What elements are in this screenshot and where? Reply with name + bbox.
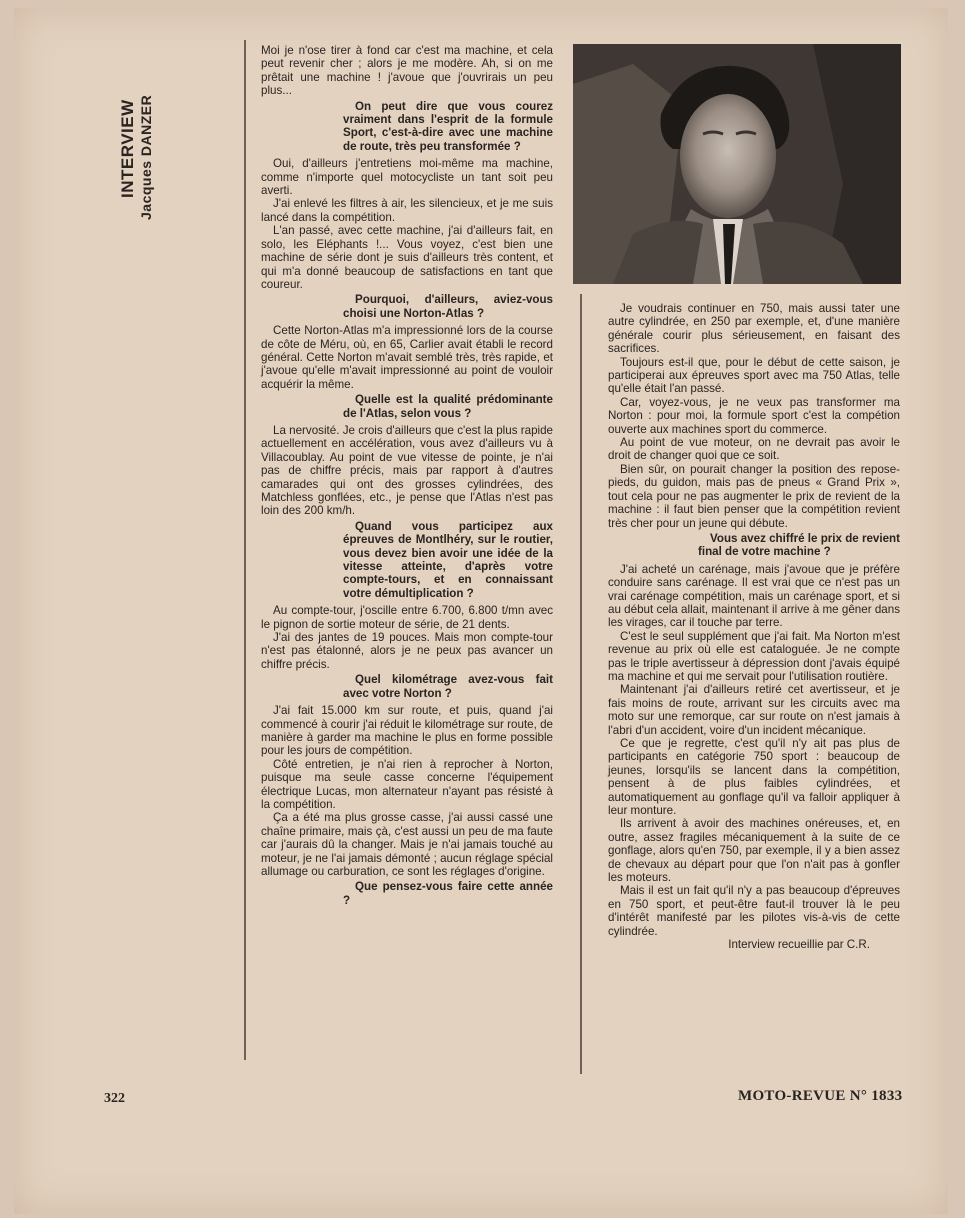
answer-paragraph: Bien sûr, on pourait changer la position des repose-pieds, du guidon, mais pas de pneus « Grand Prix », tout cela pour ne pas augmenter le prix de revient de la machine : il faut bien penser que la compétition revient très cher pour un jeune qui débute. bbox=[608, 462, 900, 530]
interviewee-photo bbox=[573, 44, 901, 284]
interview-question: Pourquoi, d'ailleurs, aviez-vous choisi une Norton-Atlas ? bbox=[343, 293, 553, 320]
interview-question: Quelle est la qualité prédominante de l'Atlas, selon vous ? bbox=[343, 393, 553, 420]
answer-paragraph: La nervosité. Je crois d'ailleurs que c'est la plus rapide actuellement en accélération, vous avez d'ailleurs vu à Villacoublay. Au point de vue vitesse de pointe, je n'ai pas de chiffre précis, mais par rapport à d'autres camarades qui ont des grosses cylindrées, des Matchless gonflées, etc., je pense que l'Atlas n'est pas loin des 200 km/h. bbox=[261, 423, 553, 518]
section-label bbox=[118, 94, 158, 228]
answer-paragraph: Moi je n'ose tirer à fond car c'est ma machine, et cela peut revenir cher ; alors je me modère. Ah, si on me prêtait une machine ! j'avoue que j'ouvrirais un peu plus... bbox=[261, 44, 553, 98]
article-column-left bbox=[261, 44, 553, 911]
answer-paragraph: J'ai enlevé les filtres à air, les silencieux, et je me suis lancé dans la compétition. bbox=[261, 197, 553, 224]
section-label-name: Jacques DANZER bbox=[138, 94, 154, 220]
column-divider-left bbox=[244, 40, 246, 1060]
answer-paragraph: Car, voyez-vous, je ne veux pas transformer ma Norton : pour moi, la formule sport c'est la compétion ouverte aux machines sport du commerce. bbox=[608, 395, 900, 436]
answer-paragraph: Oui, d'ailleurs j'entretiens moi-même ma machine, comme n'importe quel motocycliste un tant soit peu averti. bbox=[261, 157, 553, 198]
interview-question: Que pensez-vous faire cette année ? bbox=[343, 880, 553, 907]
answer-paragraph: Côté entretien, je n'ai rien à reprocher à Norton, puisque ma seule casse concerne l'équipement électrique Lucas, mon alternateur n'ayant pas résisté à la compétition. bbox=[261, 757, 553, 811]
article-column-right bbox=[608, 302, 900, 952]
column-divider-right bbox=[580, 294, 582, 1074]
interview-question: Quand vous participez aux épreuves de Montlhéry, sur le routier, vous devez bien avoir une idée de la vitesse atteinte, d'après votre compte-tours, et en connaissant votre démultiplication ? bbox=[343, 519, 553, 600]
page-number: 322 bbox=[104, 1091, 125, 1106]
answer-paragraph: Toujours est-il que, pour le début de cette saison, je participerai aux épreuves sport avec ma 750 Atlas, telle qu'elle était l'an passé. bbox=[608, 355, 900, 396]
interview-credit: Interview recueillie par C.R. bbox=[728, 938, 870, 952]
answer-paragraph: Cette Norton-Atlas m'a impressionné lors de la course de côte de Méru, où, en 65, Carlier avait établi le record général. Cette Norton m'avait semblé très, très rapide, et j'avoue qu'elle m'avait impressionné au point de vouloir acquérir la même. bbox=[261, 324, 553, 391]
answer-paragraph: J'ai fait 15.000 km sur route, et puis, quand j'ai commencé à courir j'ai réduit le kilométrage sur route, de manière à garder ma machine le plus en forme possible pour les jours de compétition. bbox=[261, 704, 553, 758]
interview-question: On peut dire que vous courez vraiment dans l'esprit de la formule Sport, c'est-à-dire avec une machine de route, très peu transformée ? bbox=[343, 99, 553, 153]
magazine-issue: MOTO-REVUE N° 1833 bbox=[738, 1088, 903, 1104]
answer-paragraph: Je voudrais continuer en 750, mais aussi tater une autre cylindrée, en 250 par exemple, et, d'une manière générale courir plus sérieusement, en faisant des sacrifices. bbox=[608, 302, 900, 356]
answer-paragraph: J'ai acheté un carénage, mais j'avoue que je préfère conduire sans carénage. Il est vrai que ce n'est pas un vrai carénage compétition, mais un carénage sport, et si au début cela allait, maintenant il arrive à me gêner dans les virages, car il touche par terre. bbox=[608, 562, 900, 630]
answer-paragraph: Ça a été ma plus grosse casse, j'ai aussi cassé une chaîne primaire, mais çà, c'est aussi un peu de ma faute car j'aurais dû la changer. Mais je n'ai jamais touché au moteur, je ne l'ai jamais démonté ; aucun réglage spécial allumage ou carburation, ce sont les réglages d'origine. bbox=[261, 811, 553, 878]
answer-paragraph: Ce que je regrette, c'est qu'il n'y ait pas plus de participants en catégorie 750 sport : beaucoup de jeunes, lorsqu'ils se lancent dans la compétition, pensent à de plus faibles cylindrées, et automatiquement au gonflage qu'il va falloir appliquer à leur monture. bbox=[608, 737, 900, 818]
interview-question: Quel kilométrage avez-vous fait avec votre Norton ? bbox=[343, 673, 553, 700]
answer-paragraph: L'an passé, avec cette machine, j'ai d'ailleurs fait, en solo, les Eléphants !... Vous voyez, c'est bien une machine de série dont je suis d'ailleurs très content, et qui m'a donné beaucoup de satisfactions en tant que coureur. bbox=[261, 224, 553, 291]
answer-paragraph: Au point de vue moteur, on ne devrait pas avoir le droit de changer quoi que ce soit. bbox=[608, 436, 900, 463]
answer-paragraph: Ils arrivent à avoir des machines onéreuses, et, en outre, assez fragiles mécaniquement à la suite de ce gonflage, alors qu'en 750, par exemple, il y a bien assez de chevaux au départ pour que l'on n'ait pas à gonfler les moteurs. bbox=[608, 817, 900, 885]
interview-question: Vous avez chiffré le prix de revient final de votre machine ? bbox=[698, 531, 900, 559]
section-label-interview: INTERVIEW bbox=[118, 99, 137, 198]
answer-paragraph: Au compte-tour, j'oscille entre 6.700, 6.800 t/mn avec le pignon de sortie moteur de série, de 21 dents. bbox=[261, 604, 553, 631]
answer-paragraph: C'est le seul supplément que j'ai fait. Ma Norton m'est revenue au prix où elle est cataloguée. Je ne compte pas le triple avertisseur à dépression dont j'avais équipé ma machine et qui me servait pour l'utilisation routière. bbox=[608, 629, 900, 683]
answer-paragraph: J'ai des jantes de 19 pouces. Mais mon compte-tour n'est pas étalonné, alors je ne peux pas avancer un chiffre précis. bbox=[261, 631, 553, 671]
answer-paragraph: Mais il est un fait qu'il n'y a pas beaucoup d'épreuves en 750 sport, et peut-être faut-il trouver là le peu d'intérêt manifesté par les pilotes vis-à-vis de cette cylindrée. bbox=[608, 884, 900, 938]
answer-paragraph: Maintenant j'ai d'ailleurs retiré cet avertisseur, et je fais moins de route, arrivant sur les circuits avec ma moto sur une remorque, car sur route on n'est jamais à l'abri d'un accident, voire d'un incident mécanique. bbox=[608, 683, 900, 737]
